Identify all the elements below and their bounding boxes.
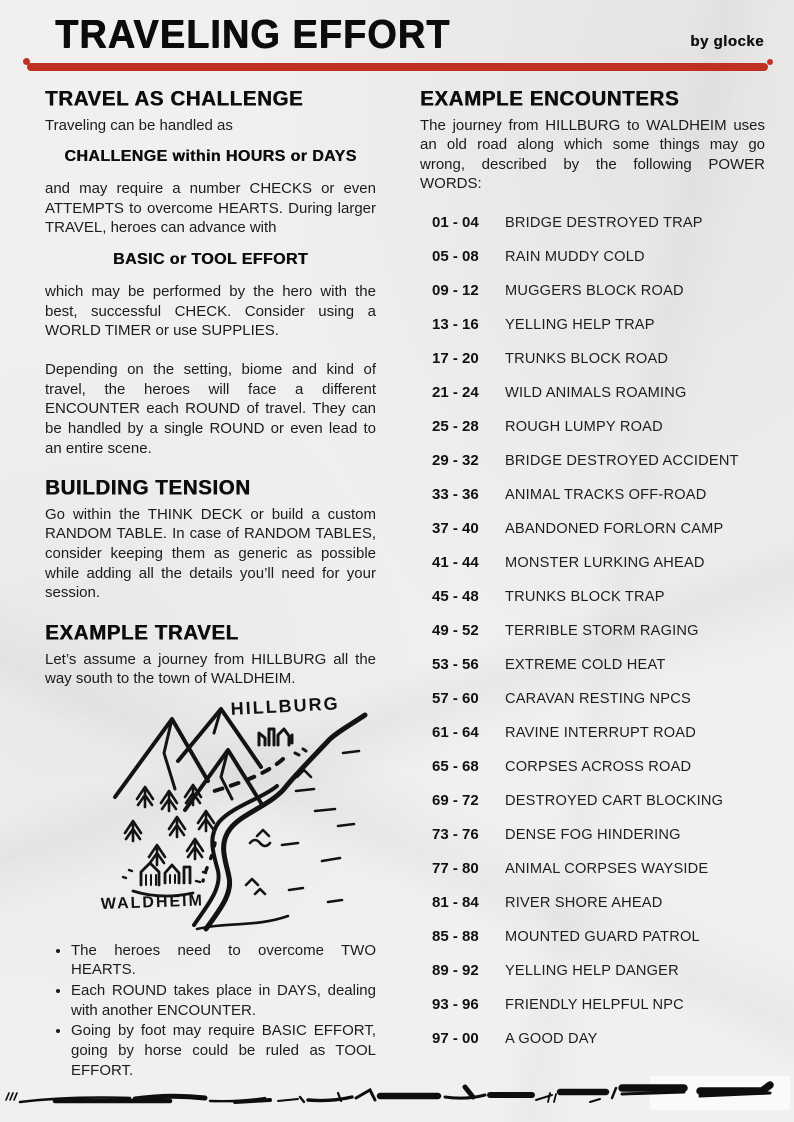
- encounter-range: 69 - 72: [432, 792, 479, 810]
- encounter-result: TRUNKS BLOCK ROAD: [505, 351, 669, 368]
- encounter-result: ANIMAL CORPSES WAYSIDE: [505, 861, 709, 878]
- section-heading-building-tension: BUILDING TENSION: [45, 476, 251, 500]
- list-item: • Each ROUND takes place in DAYS, dealing with another ENCOUNTER.: [71, 981, 376, 1020]
- encounter-result: MUGGERS BLOCK ROAD: [505, 283, 684, 300]
- encounter-result: RAIN MUDDY COLD: [505, 249, 645, 266]
- title-divider: [25, 62, 770, 71]
- map-label-hillburg: HILLBURG: [230, 693, 341, 719]
- paragraph: Let’s assume a journey from HILLBURG all the way south to the town of WALDHEIM.: [45, 650, 376, 688]
- encounter-range: 09 - 12: [432, 282, 479, 300]
- encounter-range: 29 - 32: [432, 452, 479, 470]
- encounter-result: DESTROYED CART BLOCKING: [505, 793, 724, 810]
- encounter-row: [420, 791, 765, 811]
- encounter-result: BRIDGE DESTROYED ACCIDENT: [505, 453, 739, 470]
- encounter-result: CARAVAN RESTING NPCS: [505, 691, 691, 708]
- encounter-result: ABANDONED FORLORN CAMP: [505, 521, 724, 538]
- paragraph: Traveling can be handled as: [45, 116, 233, 134]
- map-svg: [45, 693, 376, 933]
- encounter-range: 45 - 48: [432, 588, 479, 606]
- encounter-row: [420, 859, 765, 879]
- right-column: [420, 88, 765, 1081]
- encounter-range: 93 - 96: [432, 996, 479, 1014]
- encounter-range: 97 - 00: [432, 1030, 479, 1048]
- callout-effort: BASIC or TOOL EFFORT: [113, 251, 308, 269]
- footer-scribble: [0, 1074, 794, 1114]
- encounter-result: YELLING HELP DANGER: [505, 963, 679, 980]
- divider-bar: [27, 63, 768, 71]
- forest-trees-icon: [125, 785, 214, 865]
- encounter-row: [420, 247, 765, 267]
- encounter-range: 65 - 68: [432, 758, 479, 776]
- divider-dot-right: [767, 59, 773, 65]
- encounter-row: [420, 961, 765, 981]
- map-illustration: [45, 693, 376, 933]
- encounter-range: 57 - 60: [432, 690, 479, 708]
- encounter-range: 53 - 56: [432, 656, 479, 674]
- encounter-result: BRIDGE DESTROYED TRAP: [505, 215, 703, 232]
- encounter-row: [420, 485, 765, 505]
- divider-dot-left: [23, 58, 30, 65]
- encounter-range: 33 - 36: [432, 486, 479, 504]
- encounter-result: ROUGH LUMPY ROAD: [505, 419, 663, 436]
- encounter-row: [420, 757, 765, 777]
- encounter-range: 77 - 80: [432, 860, 479, 878]
- paragraph: Depending on the setting, biome and kind of travel, the heroes will face a different ENCOUNTER each ROUND of travel. They can be handled by a single ROUND or even lead to an entire scene.: [45, 361, 376, 457]
- encounter-range: 81 - 84: [432, 894, 479, 912]
- encounter-range: 21 - 24: [432, 384, 479, 402]
- encounter-row: [420, 519, 765, 539]
- encounter-result: CORPSES ACROSS ROAD: [505, 759, 692, 776]
- encounter-row: [420, 315, 765, 335]
- paragraph: Go within the THINK DECK or build a custom RANDOM TABLE. In case of RANDOM TABLES, consider keeping them as generic as possible while adding all the details you’ll need for your session.: [45, 505, 376, 602]
- encounter-result: FRIENDLY HELPFUL NPC: [505, 997, 684, 1014]
- paragraph: and may require a number CHECKS or even ATTEMPTS to overcome HEARTS. During larger TRAVEL, heroes can advance with: [45, 180, 376, 237]
- paragraph: The journey from HILLBURG to WALDHEIM uses an old road along which some things may go wrong, described by the following POWER WORDS:: [420, 116, 765, 193]
- encounter-range: 37 - 40: [432, 520, 479, 538]
- encounter-row: [420, 1029, 765, 1049]
- encounter-row: [420, 621, 765, 641]
- encounter-range: 85 - 88: [432, 928, 479, 946]
- footer-scribble-svg: [0, 1074, 794, 1114]
- encounter-row: [420, 417, 765, 437]
- encounter-result: DENSE FOG HINDERING: [505, 827, 681, 844]
- encounter-row: [420, 723, 765, 743]
- encounter-result: MONSTER LURKING AHEAD: [505, 555, 705, 572]
- hillburg-town-icon: [259, 729, 306, 755]
- section-heading-example-encounters: EXAMPLE ENCOUNTERS: [420, 86, 680, 111]
- encounter-row: [420, 553, 765, 573]
- encounter-row: [420, 281, 765, 301]
- encounter-row: [420, 995, 765, 1015]
- mountains-icon: [115, 709, 261, 810]
- section-heading-travel-as-challenge: TRAVEL AS CHALLENGE: [45, 86, 304, 111]
- encounter-result: ANIMAL TRACKS OFF-ROAD: [505, 487, 707, 504]
- encounter-range: 05 - 08: [432, 248, 479, 266]
- encounter-row: [420, 689, 765, 709]
- encounter-row: [420, 587, 765, 607]
- encounter-result: WILD ANIMALS ROAMING: [505, 385, 687, 402]
- map-label-waldheim: WALDHEIM: [100, 892, 205, 913]
- encounter-result: RIVER SHORE AHEAD: [505, 895, 663, 912]
- encounter-table: [420, 213, 765, 1049]
- encounter-result: TRUNKS BLOCK TRAP: [505, 589, 665, 606]
- encounter-row: [420, 655, 765, 675]
- callout-challenge: CHALLENGE within HOURS or DAYS: [64, 148, 357, 166]
- byline: by glocke: [690, 33, 764, 50]
- encounter-range: 01 - 04: [432, 214, 479, 232]
- encounter-range: 49 - 52: [432, 622, 479, 640]
- left-column: [45, 88, 376, 1081]
- encounter-range: 41 - 44: [432, 554, 479, 572]
- section-heading-example-travel: EXAMPLE TRAVEL: [45, 620, 239, 645]
- encounter-result: MOUNTED GUARD PATROL: [505, 929, 700, 946]
- encounter-row: [420, 213, 765, 233]
- waldheim-village-icon: [123, 863, 206, 896]
- encounter-result: YELLING HELP TRAP: [505, 317, 655, 334]
- encounter-range: 17 - 20: [432, 350, 479, 368]
- travel-notes-list: [45, 941, 376, 1080]
- list-item: • The heroes need to overcome TWO HEARTS.: [71, 941, 376, 980]
- encounter-range: 25 - 28: [432, 418, 479, 436]
- encounter-range: 89 - 92: [432, 962, 479, 980]
- encounter-range: 73 - 76: [432, 826, 479, 844]
- encounter-row: [420, 383, 765, 403]
- encounter-result: A GOOD DAY: [505, 1031, 598, 1048]
- content-columns: [0, 71, 794, 1081]
- page-header: [0, 0, 794, 57]
- encounter-row: [420, 825, 765, 845]
- encounter-range: 13 - 16: [432, 316, 479, 334]
- page-title: TRAVELING EFFORT: [55, 13, 451, 57]
- encounter-result: EXTREME COLD HEAT: [505, 657, 666, 674]
- encounter-row: [420, 893, 765, 913]
- encounter-result: TERRIBLE STORM RAGING: [505, 623, 699, 640]
- encounter-range: 61 - 64: [432, 724, 479, 742]
- encounter-result: RAVINE INTERRUPT ROAD: [505, 725, 696, 742]
- encounter-row: [420, 451, 765, 471]
- encounter-row: [420, 349, 765, 369]
- paragraph: which may be performed by the hero with the best, successful CHECK. Consider using a WORLD TIMER or use SUPPLIES.: [45, 283, 376, 340]
- list-item: • Going by foot may require BASIC EFFORT, going by horse could be ruled as TOOL EFFORT.: [71, 1021, 376, 1080]
- encounter-row: [420, 927, 765, 947]
- river-road-icon: [194, 715, 365, 929]
